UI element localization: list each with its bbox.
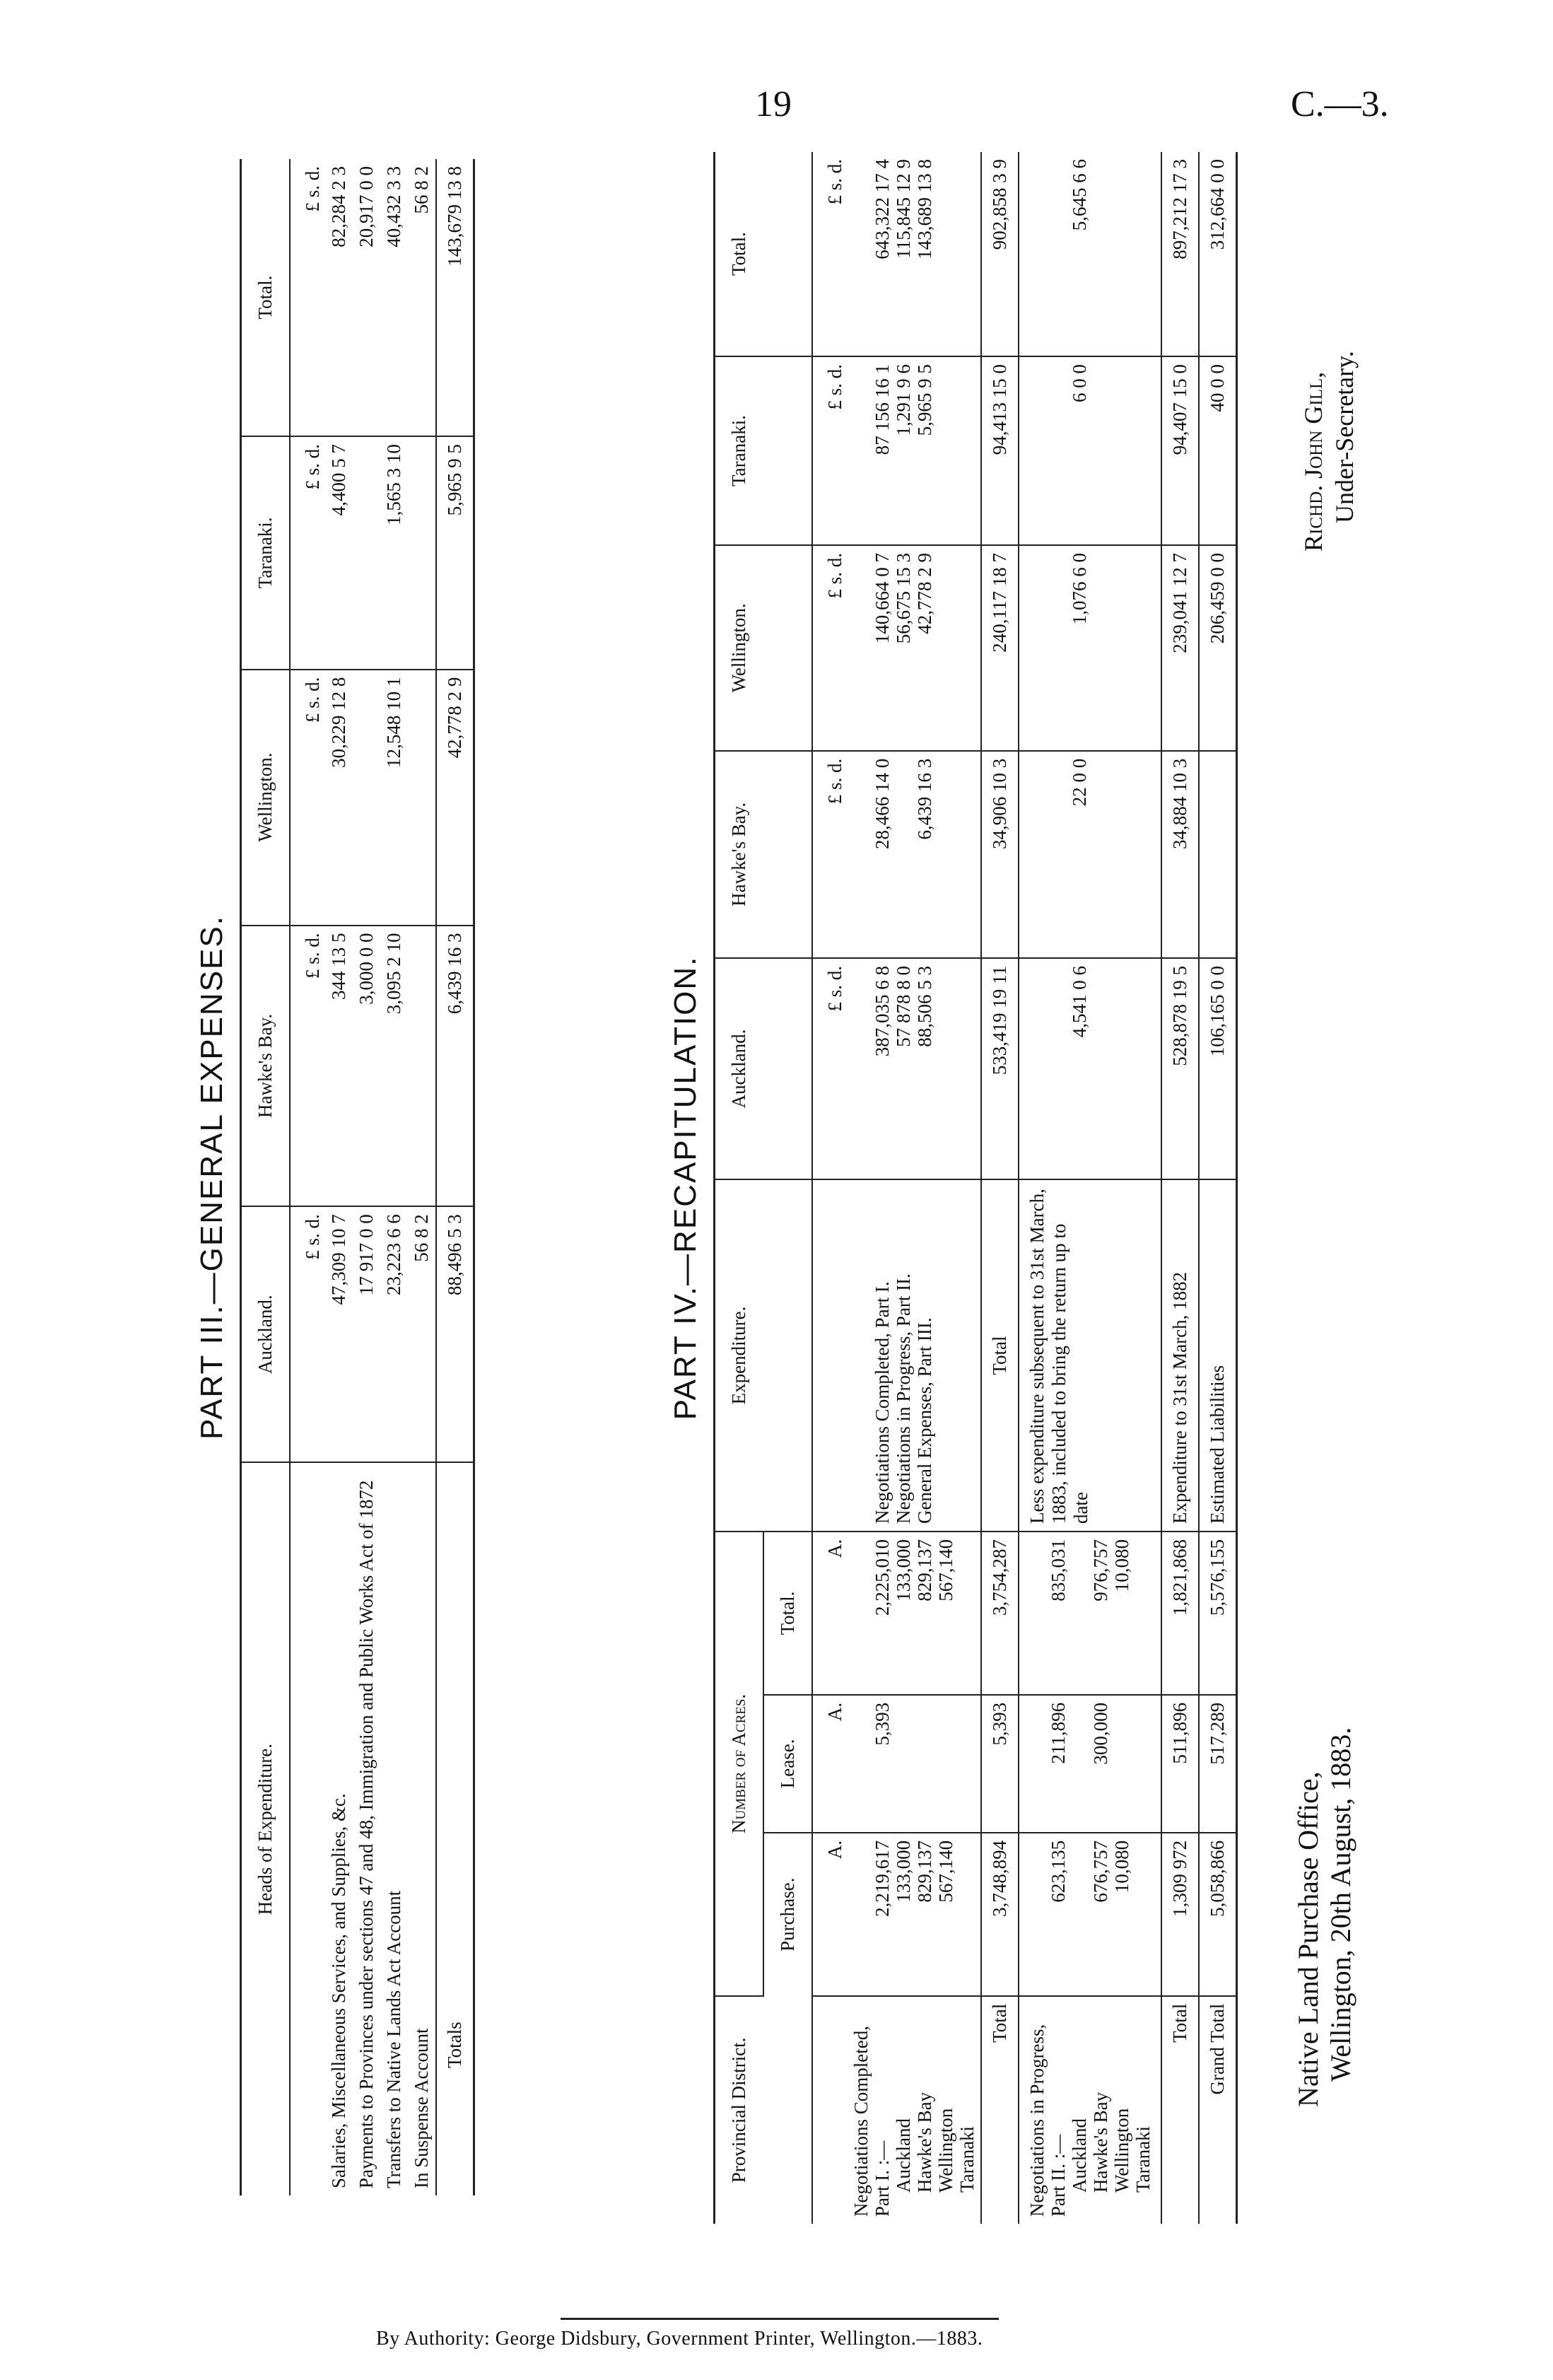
total-label: Total <box>981 1996 1019 2224</box>
cell-value: 40 0 0 <box>1199 356 1237 545</box>
cell-value: 140,664 0 7 <box>872 552 893 644</box>
expenditure-item: Negotiations Completed, Part I. <box>872 1281 893 1524</box>
col-acres-group: Number of Acres. <box>715 1532 764 1996</box>
cell-value: 829,137 <box>914 1840 935 1903</box>
cell-value: 1,309 972 <box>1161 1833 1199 1996</box>
cell-value <box>353 436 380 669</box>
cell-value: 3,095 2 10 <box>380 926 408 1207</box>
cell-value: 211,896 <box>1048 1702 1069 1764</box>
cell-value: 40,432 3 3 <box>380 159 408 436</box>
cell-value: 22 0 0 <box>1069 758 1090 807</box>
office-line: Native Land Purchase Office, <box>1292 1771 1324 2107</box>
expenditure-item: Expenditure to 31st March, 1882 <box>1161 1179 1199 1532</box>
cell-value: 133,000 <box>893 1539 914 1602</box>
totals-row <box>436 159 474 2195</box>
district-name: Wellington <box>1111 2108 1132 2193</box>
general-expenses-table <box>240 159 475 2195</box>
expense-head: Payments to Provinces under sections 47 and 48, Immigration and Public Works Act of 1872 <box>356 1480 377 2188</box>
cell-value: 300,000 <box>1090 1702 1111 1765</box>
col-wellington: Wellington. <box>715 545 813 751</box>
cell-value: 239,041 12 7 <box>1161 545 1199 751</box>
unit-label: £ s. d. <box>290 926 325 1207</box>
office-date-line: Wellington, 20th August, 1883. <box>1325 1727 1356 2082</box>
col-acres-total: Total. <box>763 1532 812 1695</box>
cell-value: 10,080 <box>1111 1539 1132 1592</box>
cell-value: 88,496 5 3 <box>436 1206 474 1462</box>
units-row <box>290 159 325 2195</box>
cell-value: 106,165 0 0 <box>1199 958 1237 1179</box>
unit-label: A. <box>812 1695 848 1833</box>
expense-head: In Suspense Account <box>411 2028 432 2188</box>
group1-heading: Negotiations Completed, Part I. :— <box>850 2026 893 2217</box>
col-lease: Lease. <box>763 1695 812 1833</box>
expenditure-total-label: Total <box>981 1179 1019 1532</box>
cell-value: 12,548 10 1 <box>380 670 408 926</box>
unit-label: £ s. d. <box>290 670 325 926</box>
signer-name: Richd. John Gill, <box>1299 371 1328 552</box>
unit-label: £ s. d. <box>290 436 325 669</box>
cell-value <box>408 670 436 926</box>
col-purchase: Purchase. <box>763 1833 812 1996</box>
table-row <box>380 159 408 2195</box>
cell-value: 87 156 16 1 <box>872 364 893 455</box>
cell-value: 56 8 2 <box>408 1206 436 1462</box>
cell-value: 34,906 10 3 <box>981 751 1019 958</box>
cell-value: 10,080 <box>1111 1840 1132 1894</box>
col-total: Total. <box>241 159 291 436</box>
cell-value: 976,757 <box>1090 1539 1111 1602</box>
page-number: 19 <box>755 84 792 124</box>
cell-value: 5,645 6 6 <box>1069 159 1090 231</box>
unit-label: A. <box>812 1833 848 1996</box>
grand-total-label: Grand Total <box>1199 1996 1237 2224</box>
cell-value: 1,291 9 6 <box>893 364 914 436</box>
cell-value: 511,896 <box>1161 1695 1199 1833</box>
col-heads: Heads of Expenditure. <box>241 1462 291 2195</box>
district-name: Taranaki <box>1132 2125 1154 2193</box>
cell-value: 94,413 15 0 <box>981 356 1019 545</box>
cell-value: 676,757 <box>1090 1840 1111 1903</box>
cell-value: 34,884 10 3 <box>1161 751 1199 958</box>
total-label: Total <box>1161 1996 1199 2224</box>
cell-value: 5,393 <box>872 1702 893 1746</box>
cell-value: 56 8 2 <box>408 159 436 436</box>
cell-value: 42,778 2 9 <box>914 552 935 634</box>
cell-value: 567,140 <box>935 1840 956 1903</box>
expenditure-item: General Expenses, Part III. <box>914 1317 935 1524</box>
footer-rule <box>561 2318 999 2320</box>
district-name: Auckland <box>893 2118 914 2193</box>
col-hawkes-bay: Hawke's Bay. <box>241 926 291 1207</box>
unit-label: £ s. d. <box>290 159 325 436</box>
cell-value: 533,419 19 11 <box>981 958 1019 1179</box>
cell-value: 3,748,894 <box>981 1833 1019 1996</box>
cell-value: 897,212 17 3 <box>1161 152 1199 356</box>
part3-title: PART III.—GENERAL EXPENSES. <box>194 915 229 1440</box>
part4-section <box>668 152 1283 2224</box>
group2-heading: Negotiations in Progress, Part II. :— <box>1026 2024 1069 2217</box>
district-name: Hawke's Bay <box>1090 2092 1111 2193</box>
total1-row <box>981 152 1019 2224</box>
cell-value: 5,576,155 <box>1199 1532 1237 1695</box>
cell-value <box>408 436 436 669</box>
part4-title: PART IV.—RECAPITULATION. <box>668 955 703 1421</box>
grand-total-row <box>1199 152 1237 2224</box>
col-auckland: Auckland. <box>241 1206 291 1462</box>
cell-value: 2,225,010 <box>872 1539 893 1616</box>
cell-value: 94,407 15 0 <box>1161 356 1199 545</box>
cell-value: 829,137 <box>914 1539 935 1602</box>
table-row <box>325 159 353 2195</box>
unit-label: £ s. d. <box>812 152 848 356</box>
cell-value: 902,858 3 9 <box>981 152 1019 356</box>
cell-value: 23,223 6 6 <box>380 1206 408 1462</box>
units-row <box>812 152 848 2224</box>
cell-value: 88,506 5 3 <box>914 965 935 1047</box>
cell-value: 344 13 5 <box>325 926 353 1207</box>
cell-value: 528,878 19 5 <box>1161 958 1199 1179</box>
cell-value: 115,845 12 9 <box>893 159 914 259</box>
group2-block <box>1019 152 1161 2224</box>
col-hawkes-bay: Hawke's Bay. <box>715 751 813 958</box>
cell-value: 42,778 2 9 <box>436 670 474 926</box>
cell-value: 56,675 15 3 <box>893 552 914 644</box>
col-district: Provincial District. <box>715 1996 813 2224</box>
expenditure-item: Estimated Liabilities <box>1199 1179 1237 1532</box>
unit-label: A. <box>812 1532 848 1695</box>
cell-value: 5,393 <box>981 1695 1019 1833</box>
part3-section <box>194 159 477 2195</box>
col-expenditure: Expenditure. <box>715 1179 813 1532</box>
cell-value: 517,289 <box>1199 1695 1237 1833</box>
cell-value: 1,076 6 0 <box>1069 552 1090 625</box>
col-taranaki: Taranaki. <box>241 436 291 669</box>
cell-value: 3,000 0 0 <box>353 926 380 1207</box>
unit-label: £ s. d. <box>812 751 848 958</box>
cell-value: 2,219,617 <box>872 1840 893 1917</box>
district-name: Taranaki <box>956 2125 978 2193</box>
table-row <box>353 159 380 2195</box>
total2-row <box>1161 152 1199 2224</box>
cell-value <box>1199 751 1237 958</box>
cell-value: 30,229 12 8 <box>325 670 353 926</box>
cell-value: 143,679 13 8 <box>436 159 474 436</box>
cell-value <box>353 670 380 926</box>
cell-value: 835,031 <box>1048 1539 1069 1602</box>
cell-value: 143,689 13 8 <box>914 159 935 259</box>
cell-value: 5,965 9 5 <box>436 436 474 669</box>
printer-imprint: By Authority: George Didsbury, Government Printer, Wellington.—1883. <box>376 2328 983 2350</box>
cell-value: 57 878 8 0 <box>893 965 914 1047</box>
cell-value: 133,000 <box>893 1840 914 1903</box>
group1-block <box>848 152 981 2224</box>
cell-value: 6,439 16 3 <box>914 758 935 840</box>
cell-value: 240,117 18 7 <box>981 545 1019 751</box>
cell-value: 4,541 0 6 <box>1069 965 1090 1038</box>
table-row <box>408 159 436 2195</box>
cell-value: 5,058,866 <box>1199 1833 1237 1996</box>
document-reference: C.—3. <box>1291 84 1389 124</box>
recapitulation-table <box>713 152 1238 2224</box>
cell-value: 567,140 <box>935 1539 956 1602</box>
office-block <box>1292 1612 1357 2107</box>
unit-label: £ s. d. <box>290 1206 325 1462</box>
cell-value: 623,135 <box>1048 1840 1069 1903</box>
cell-value: 20,917 0 0 <box>353 159 380 436</box>
col-total: Total. <box>715 152 813 356</box>
unit-label: £ s. d. <box>812 356 848 545</box>
unit-label: £ s. d. <box>812 958 848 1179</box>
district-name: Wellington <box>935 2108 956 2193</box>
cell-value: 312,664 0 0 <box>1199 152 1237 356</box>
cell-value: 28,466 14 0 <box>872 758 893 850</box>
cell-value: 1,565 3 10 <box>380 436 408 669</box>
expense-head: Salaries, Miscellaneous Services, and Supplies, &c. <box>328 1793 349 2188</box>
col-wellington: Wellington. <box>241 670 291 926</box>
cell-value: 17 917 0 0 <box>353 1206 380 1462</box>
col-taranaki: Taranaki. <box>715 356 813 545</box>
cell-value: 4,400 5 7 <box>325 436 353 669</box>
cell-value: 6,439 16 3 <box>436 926 474 1207</box>
cell-value: 6 0 0 <box>1069 364 1090 403</box>
cell-value: 47,309 10 7 <box>325 1206 353 1462</box>
unit-label: £ s. d. <box>812 545 848 751</box>
cell-value: 643,322 17 4 <box>872 159 893 259</box>
district-name: Auckland <box>1069 2118 1090 2193</box>
cell-value: 82,284 2 3 <box>325 159 353 436</box>
cell-value: 3,754,287 <box>981 1532 1019 1695</box>
cell-value <box>408 926 436 1207</box>
cell-value: 1,821,868 <box>1161 1532 1199 1695</box>
col-auckland: Auckland. <box>715 958 813 1179</box>
cell-value: 5,965 9 5 <box>914 364 935 436</box>
cell-value: 387,035 6 8 <box>872 965 893 1057</box>
expense-head: Transfers to Native Lands Act Account <box>383 1890 404 2188</box>
signer-title: Under-Secretary. <box>1330 351 1359 523</box>
signature-block <box>1298 212 1360 552</box>
cell-value: 206,459 0 0 <box>1199 545 1237 751</box>
expenditure-item: Negotiations in Progress, Part II. <box>893 1273 914 1524</box>
district-name: Hawke's Bay <box>914 2092 935 2193</box>
expenditure-item: Less expenditure subsequent to 31st March, 1883, included to bring the return up to date <box>1019 1179 1161 1532</box>
totals-label: Totals <box>436 1462 474 2195</box>
